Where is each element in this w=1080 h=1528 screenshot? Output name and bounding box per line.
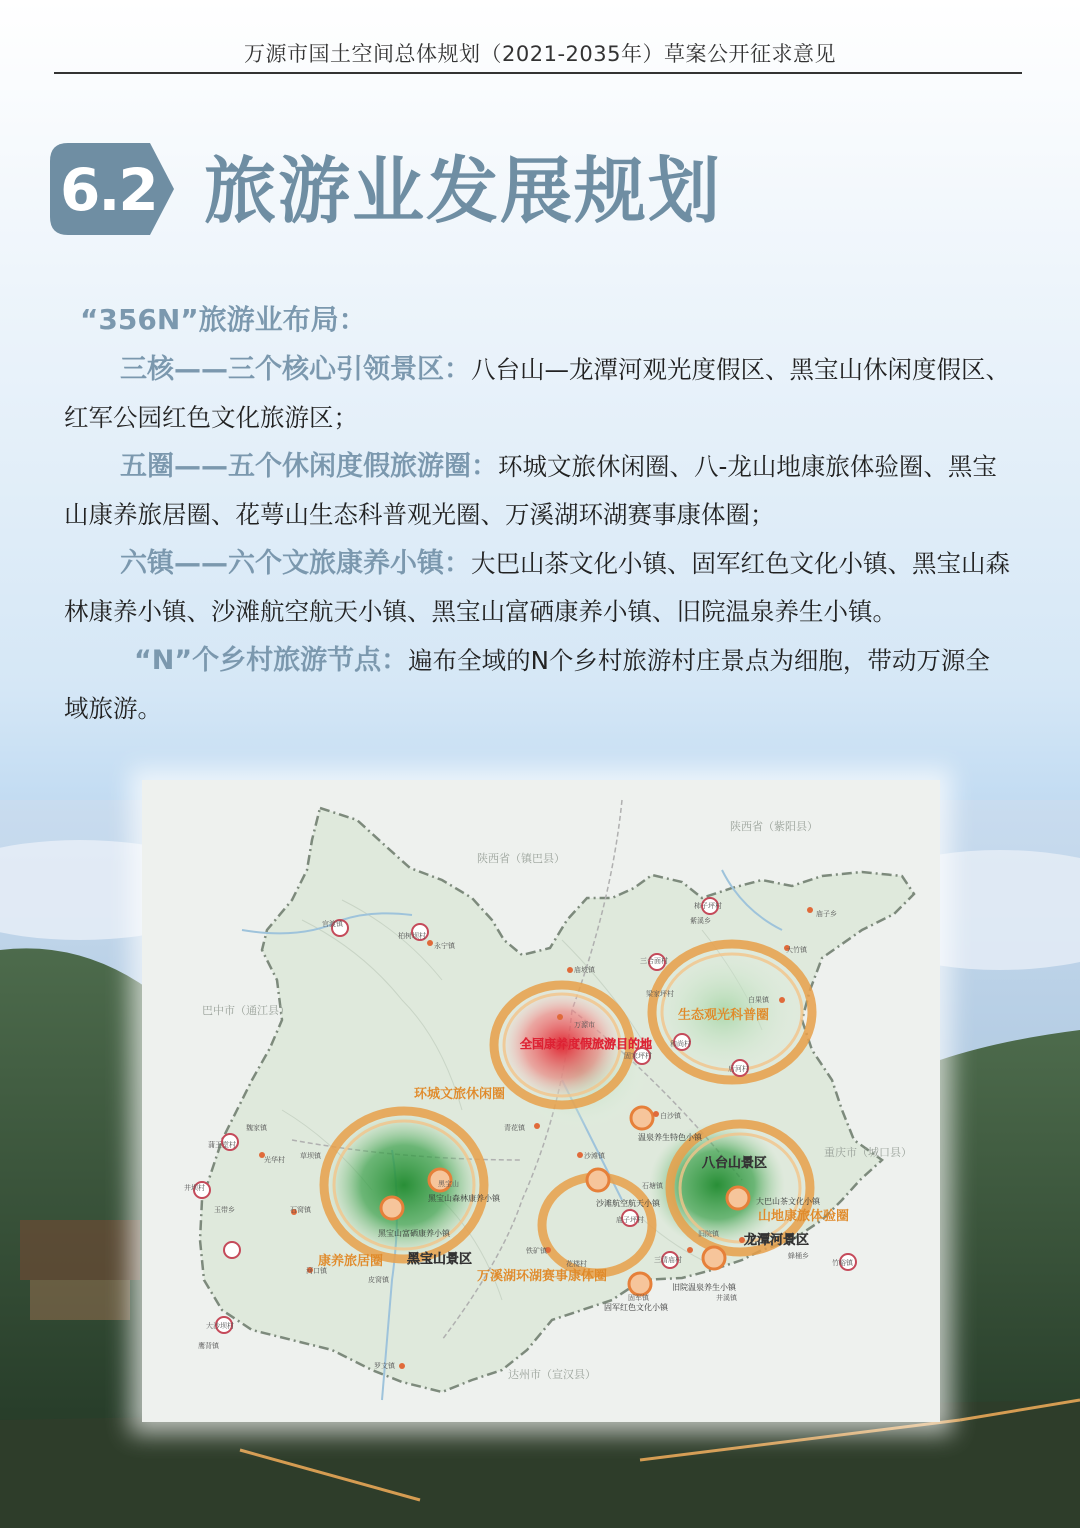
town-label: 黑宝山森林康养小镇 (428, 1194, 500, 1203)
circle-label-lake: 万溪湖环湖赛事康体圈 (477, 1269, 608, 1284)
place-label: 大沙坝村 (206, 1322, 234, 1330)
place-label: 铁矿镇 (526, 1247, 547, 1255)
place-label: 三清庙村 (654, 1256, 682, 1264)
circle-label-city: 环城文旅休闲圈 (414, 1087, 506, 1102)
place-label: 紫溪乡 (690, 917, 711, 925)
place-label: 固军镇 (628, 1294, 649, 1302)
place-label: 石窝镇 (290, 1206, 311, 1214)
neighbor-label: 陕西省（镇巴县） (477, 852, 565, 865)
body-text (64, 296, 1014, 734)
place-label: 石塘镇 (642, 1182, 663, 1190)
neighbor-label: 重庆市（城口县） (824, 1146, 912, 1159)
town-label: 固军红色文化小镇 (604, 1303, 668, 1312)
place-label: 罗文镇 (374, 1362, 395, 1370)
place-label: 和尚村 (670, 1040, 691, 1048)
paragraph-nodes: “N”个乡村旅游节点：遍布全域的N个乡村旅游村庄景点为细胞，带动万源全域旅游。 (64, 645, 990, 723)
place-label: 井溪镇 (716, 1294, 737, 1302)
place-label: 鹰背镇 (198, 1342, 219, 1350)
header-title: 万源市国土空间总体规划（2021-2035年）草案公开征求意见 (244, 42, 836, 66)
paragraph-core: 三核——三个核心引领景区：八台山—龙潭河观光度假区、黑宝山休闲度假区、红军公园红色文化旅游区； (64, 354, 1010, 432)
place-label: 白沙镇 (660, 1112, 681, 1120)
town-label: 旧院温泉养生小镇 (672, 1283, 736, 1292)
paragraph-circles: 五圈——五个休闲度假旅游圈：环城文旅休闲圈、八-龙山地康旅体验圈、黑宝山康养旅居圈、花萼山生态科普观光圈、万溪湖环湖赛事康体圈； (64, 451, 997, 529)
place-label: 后河村 (728, 1065, 749, 1073)
neighbor-label: 达州市（宣汉县） (508, 1368, 596, 1381)
place-label: 草坝镇 (300, 1152, 321, 1160)
scenic-label: 八台山景区 (702, 1156, 768, 1171)
place-label: 官渡镇 (322, 920, 343, 928)
place-label: 蒲王堂村 (208, 1141, 236, 1149)
town-label: 大巴山茶文化小镇 (756, 1197, 820, 1206)
place-label: 河口镇 (306, 1267, 327, 1275)
place-label: 永宁镇 (434, 942, 455, 950)
town-label: 沙滩航空航天小镇 (596, 1199, 660, 1208)
place-label: 黑宝山 (438, 1180, 459, 1188)
place-label: 庙坡镇 (574, 966, 595, 974)
place-label: 蜂桶乡 (788, 1252, 809, 1260)
place-label: 白果镇 (748, 996, 769, 1004)
circle-label-ecology: 生态观光科普圈 (678, 1008, 770, 1023)
town-label: 黑宝山富硒康养小镇 (378, 1229, 450, 1238)
neighbor-label: 巴中市（通江县） (202, 1004, 290, 1017)
place-label: 井坝村 (184, 1184, 205, 1192)
neighbor-label: 陕西省（紫阳县） (730, 820, 818, 833)
place-label: 固家坪村 (624, 1052, 652, 1060)
place-label: 大竹镇 (786, 946, 807, 954)
place-label: 梁家坪村 (646, 990, 674, 998)
core-label: 全国康养度假旅游目的地 (520, 1037, 653, 1051)
circle-label-wellness: 康养旅居圈 (318, 1254, 384, 1269)
place-label: 庙子坪村 (616, 1216, 644, 1224)
scenic-label: 黑宝山景区 (407, 1252, 473, 1267)
section-title: 旅游业发展规划 (204, 149, 723, 233)
place-label: 三合面村 (640, 957, 668, 965)
scenic-label: 龙潭河景区 (744, 1233, 810, 1248)
place-label: 花楼村 (566, 1260, 587, 1268)
place-label: 皮窝镇 (368, 1276, 389, 1284)
paragraph-towns: 六镇——六个文旅康养小镇：大巴山茶文化小镇、固军红色文化小镇、黑宝山森林康养小镇、沙滩航空航天小镇、黑宝山富硒康养小镇、旧院温泉养生小镇。 (64, 548, 1010, 626)
place-label: 魏家镇 (246, 1124, 267, 1132)
place-label: 竹峪镇 (832, 1259, 853, 1267)
place-label: 青花镇 (504, 1124, 525, 1132)
place-label: 沙滩镇 (584, 1152, 605, 1160)
lead-line: “356N”旅游业布局： (80, 303, 367, 336)
circle-label-mountain: 山地康旅体验圈 (758, 1209, 850, 1224)
place-label: 玉带乡 (214, 1206, 235, 1214)
town-label: 温泉养生特色小镇 (638, 1133, 702, 1142)
place-label: 光华村 (264, 1156, 285, 1164)
place-label: 柿子坪村 (694, 902, 722, 910)
tourism-map (142, 780, 940, 1422)
section-number: 6.2 (60, 156, 157, 224)
place-label: 旧院镇 (698, 1230, 719, 1238)
place-label: 庙子乡 (816, 910, 837, 918)
header-rule (54, 72, 1022, 74)
place-label: 万源市 (574, 1021, 595, 1029)
place-label: 柏树坝村 (398, 932, 426, 940)
